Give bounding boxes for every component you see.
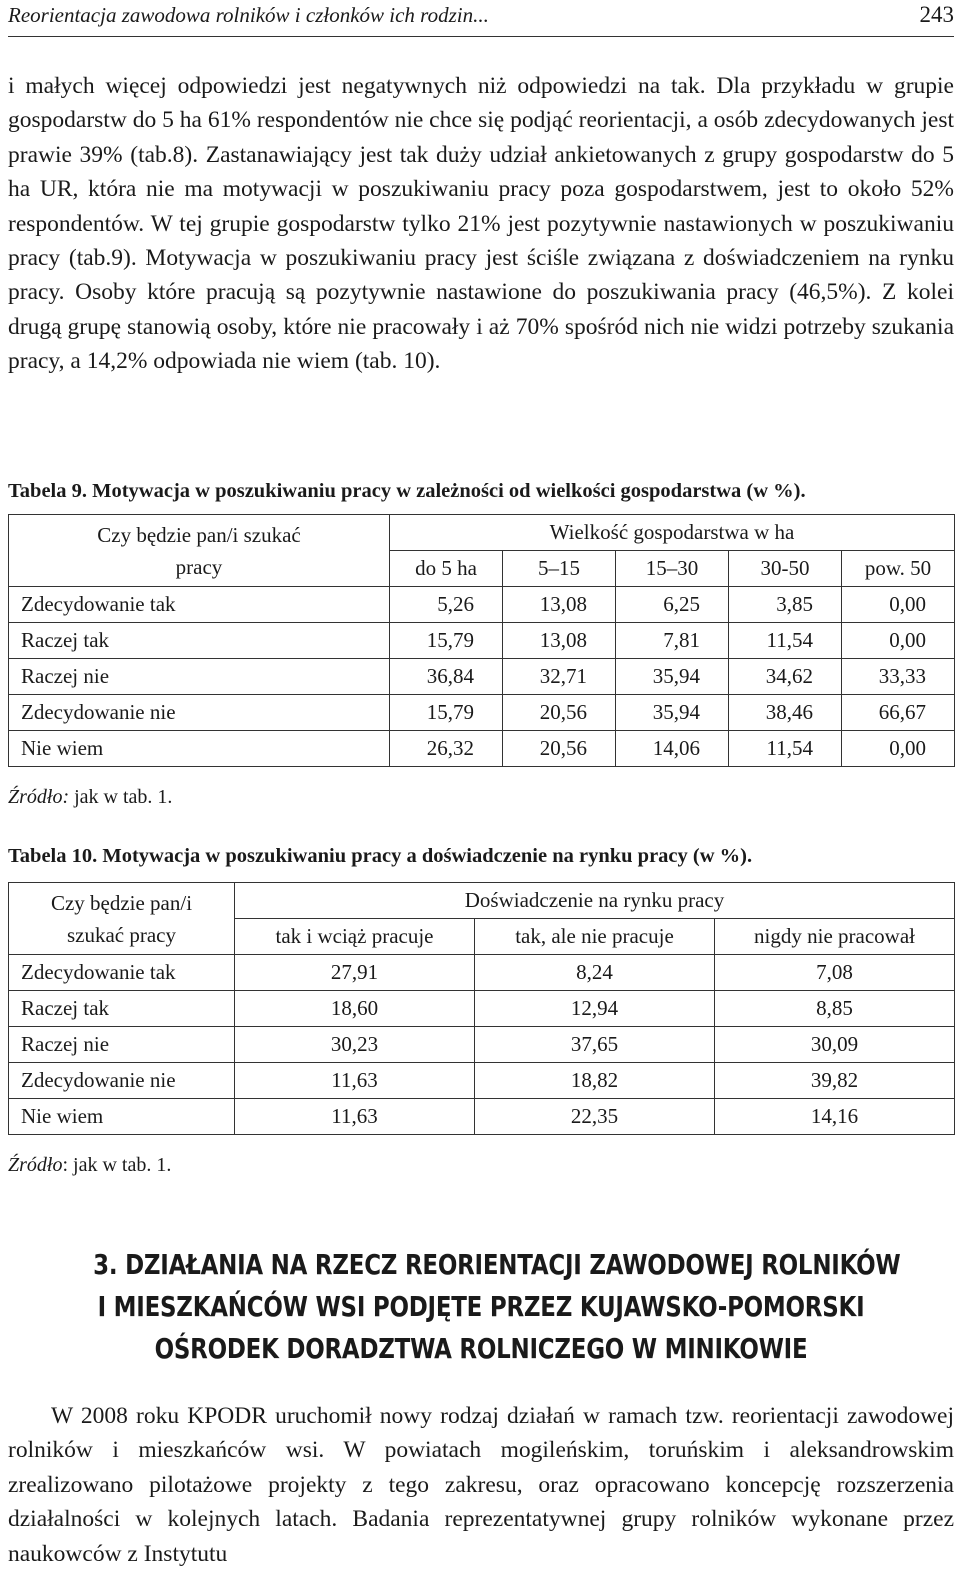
table-row — [9, 587, 955, 623]
row-label: Zdecydowanie nie — [9, 1063, 235, 1099]
table-cell: 7,08 — [715, 955, 955, 991]
table-cell: 30,09 — [715, 1027, 955, 1063]
table-cell: 22,35 — [475, 1099, 715, 1135]
row-label: Raczej tak — [9, 991, 235, 1027]
running-title: Reorientacja zawodowa rolników i członków ich rodzin... — [8, 3, 489, 27]
table-cell: 35,94 — [616, 695, 729, 731]
table-cell: 0,00 — [842, 587, 955, 623]
table-cell: 39,82 — [715, 1063, 955, 1099]
table10-row-header — [9, 883, 235, 955]
table-cell: 32,71 — [503, 659, 616, 695]
section-paragraph: W 2008 roku KPODR uruchomił nowy rodzaj działań w ramach tzw. reorientacji zawodowej rolników i mieszkańców wsi. W powiatach mogileńskim, toruńskim i aleksandrowskim zrealizowano pilotażowe projekty z tego zakresu, oraz opracowano koncepcję rozszerzenia działalności w kolejnych latach. Badania reprezentatywnej grupy rolników wykonane przez naukowców z Instytutu — [8, 1403, 954, 1567]
table-row — [9, 623, 955, 659]
table-cell: 8,85 — [715, 991, 955, 1027]
table9-source — [8, 785, 172, 809]
table-cell: 20,56 — [503, 695, 616, 731]
source-label: Źródło: — [8, 786, 70, 808]
table-cell: 7,81 — [616, 623, 729, 659]
row-label: Zdecydowanie tak — [9, 955, 235, 991]
section-heading-line1: 3. DZIAŁANIA NA RZECZ REORIENTACJI ZAWODOWEJ ROLNIKÓW — [93, 1248, 901, 1281]
table9-col-header: pow. 50 — [842, 551, 955, 587]
table10-col-header: tak, ale nie pracuje — [475, 919, 715, 955]
table9-group-header: Wielkość gospodarstwa w ha — [390, 515, 955, 551]
row-label: Raczej tak — [9, 623, 390, 659]
table10-row-header-line1: Czy będzie pan/i — [50, 890, 193, 915]
table10-caption: Tabela 10. Motywacja w poszukiwaniu pracy a doświadczenie na rynku pracy (w %). — [8, 845, 753, 867]
table-row — [9, 695, 955, 731]
section-heading-line3: OŚRODEK DORADZTWA ROLNICZEGO W MINIKOWIE — [154, 1332, 808, 1365]
source-text: jak w tab. 1. — [69, 786, 173, 808]
table-row — [9, 955, 955, 991]
table-cell: 27,91 — [235, 955, 475, 991]
page-number: 243 — [919, 2, 954, 27]
table10-group-header: Doświadczenie na rynku pracy — [235, 883, 955, 919]
table-cell: 11,63 — [235, 1099, 475, 1135]
table9-header-row-1 — [9, 515, 955, 551]
table-cell: 12,94 — [475, 991, 715, 1027]
table-cell: 66,67 — [842, 695, 955, 731]
table9 — [8, 514, 955, 767]
source-text: : jak w tab. 1. — [62, 1154, 172, 1176]
table10-header-row-1 — [9, 883, 955, 919]
table-cell: 15,79 — [390, 695, 503, 731]
running-header — [8, 0, 954, 37]
table-row — [9, 991, 955, 1027]
table-cell: 8,24 — [475, 955, 715, 991]
table9-row-header — [9, 515, 390, 587]
table-cell: 13,08 — [503, 623, 616, 659]
table9-col-header: 15–30 — [616, 551, 729, 587]
table-cell: 0,00 — [842, 623, 955, 659]
row-label: Nie wiem — [9, 1099, 235, 1135]
table9-col-header: do 5 ha — [390, 551, 503, 587]
table-cell: 14,16 — [715, 1099, 955, 1135]
row-label: Nie wiem — [9, 731, 390, 767]
table9-col-header: 30-50 — [729, 551, 842, 587]
table-cell: 0,00 — [842, 731, 955, 767]
table-cell: 36,84 — [390, 659, 503, 695]
table-cell: 30,23 — [235, 1027, 475, 1063]
table10-col-header: nigdy nie pracował — [715, 919, 955, 955]
table-row — [9, 1027, 955, 1063]
table-row — [9, 1063, 955, 1099]
table-cell: 13,08 — [503, 587, 616, 623]
table-cell: 34,62 — [729, 659, 842, 695]
table-cell: 11,63 — [235, 1063, 475, 1099]
table10-col-header: tak i wciąż pracuje — [235, 919, 475, 955]
table-row — [9, 659, 955, 695]
table10-row-header-line2: szukać pracy — [66, 922, 177, 947]
table-cell: 35,94 — [616, 659, 729, 695]
section-heading-line2: I MIESZKAŃCÓW WSI PODJĘTE PRZEZ KUJAWSKO-POMORSKI — [97, 1290, 865, 1323]
table-cell: 18,60 — [235, 991, 475, 1027]
source-label: Źródło — [8, 1154, 63, 1176]
table-cell: 11,54 — [729, 731, 842, 767]
table-cell: 11,54 — [729, 623, 842, 659]
table-cell: 33,33 — [842, 659, 955, 695]
row-label: Zdecydowanie nie — [9, 695, 390, 731]
table9-col-header: 5–15 — [503, 551, 616, 587]
intro-paragraph: i małych więcej odpowiedzi jest negatywnych niż odpowiedzi na tak. Dla przykładu w grupie gospodarstw do 5 ha 61% respondentów nie chce się podjąć reorientacji, a osób zdecydowanych jest prawie 39% (tab.8). Zastanawiający jest tak duży udział ankietowanych z grupy gospodarstw do 5 ha UR, która nie ma motywacji w poszukiwaniu pracy poza gospodarstwem, jest to około 52% respondentów. W tej grupie gospodarstw tylko 21% jest pozytywnie nastawionych w poszukiwaniu pracy (tab.9). Motywacja w poszukiwaniu pracy jest ściśle związana z doświadczeniem na rynku pracy. Osoby które pracują są pozytywnie nastawione do poszukiwania pracy (46,5%). Z kolei drugą grupę stanowią osoby, które nie pracowały i aż 70% spośród nich nie widzi potrzeby szukania pracy, a 14,2% odpowiada nie wiem (tab. 10). — [8, 73, 954, 375]
section-heading — [93, 1244, 901, 1370]
table-cell: 20,56 — [503, 731, 616, 767]
table-cell: 38,46 — [729, 695, 842, 731]
table-cell: 37,65 — [475, 1027, 715, 1063]
table10-source — [8, 1153, 171, 1177]
table-cell: 18,82 — [475, 1063, 715, 1099]
table9-row-header-line2: pracy — [175, 554, 223, 579]
table10 — [8, 882, 955, 1135]
table-cell: 14,06 — [616, 731, 729, 767]
table-row — [9, 731, 955, 767]
table9-caption: Tabela 9. Motywacja w poszukiwaniu pracy w zależności od wielkości gospodarstwa (w %). — [8, 480, 806, 502]
table9-row-header-line1: Czy będzie pan/i szukać — [97, 522, 301, 547]
table-cell: 3,85 — [729, 587, 842, 623]
table-cell: 5,26 — [390, 587, 503, 623]
table-cell: 15,79 — [390, 623, 503, 659]
row-label: Zdecydowanie tak — [9, 587, 390, 623]
table-row — [9, 1099, 955, 1135]
table-cell: 26,32 — [390, 731, 503, 767]
row-label: Raczej nie — [9, 659, 390, 695]
row-label: Raczej nie — [9, 1027, 235, 1063]
table-cell: 6,25 — [616, 587, 729, 623]
